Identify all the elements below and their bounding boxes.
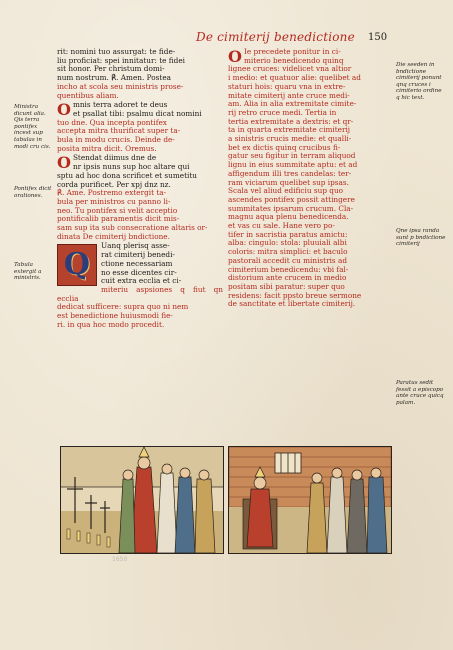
rubric-line: dinata De cimiterij bndictione. [57,231,170,241]
rubric-line: tifer in sacristia paratus amictu: [228,229,348,239]
rubric-line: quentibus aliam. [57,90,119,100]
woodcut-illustration-1 [60,446,224,554]
rubric-line: am. Alia in alia extremitate cimite- [228,99,357,109]
rubric-line: lignu in eius summitate aptu: et ad [228,160,358,170]
margin-note-right-1: Die seeden in bndictione cimiterij ponunt qnq cruces i cimiterio ordine q hic text. [396,62,442,101]
rubric-line: bula in modu crucis. Deinde de- [57,135,175,145]
text-line: Stendat diimus dne de [72,153,157,163]
rubric-line: Ie precedete ponitur in ci- [243,47,341,56]
rubric-line: bet ex dictis quinq crucibus fi- [228,142,341,152]
rubric-line: sam sup ita sub consecratione altaris or- [57,223,208,233]
paragraph-1 [57,48,223,100]
text-line: mnis terra adoret te deus [72,100,168,110]
left-text-column [57,48,223,331]
rubric-line: summitates ipsarum crucum. Cla- [228,203,354,213]
text-line: no esse dicentes cir- [101,267,177,277]
rubric-line: ri. in qua hoc modo procedit. [57,319,165,329]
faint-stamp: 1650 [112,556,128,563]
folio-number: 150 [368,32,388,43]
rubric-line: tertia extremitate a dextris: et qr- [228,116,354,126]
margin-note-right-3: Paratus sedit fessit a episcopo ante cruce quicq palam. [396,380,444,406]
rubric-line: magnu aqua plenu benedicenda. [228,212,349,222]
text-line: sptu ad hoc dona scrificet et sumetitu [57,170,197,180]
rubric-line: bula per ministros cu panno li- [57,196,171,206]
woodcut-blessing-scene [61,447,223,553]
rubric-line: accepta mitra thurificat super ta- [57,126,181,136]
rubric-line: incho at scola seu ministris prose- [57,81,184,91]
rubric-line: ascendes pontifex possit attingere [228,194,355,204]
paragraph-4 [57,242,223,329]
rubric-line: i medio: et quatuor alie: quelibet ad [228,73,361,83]
text-line: sit honor. Per christum domi- [57,64,165,74]
rubric-line: miteriu aspsiones q fiut qn ecclia [57,284,223,303]
rubric-line: est benedictione huiusmodi fie- [57,311,173,321]
rubric-line: lignee cruces: videlicet vna altior [228,64,352,74]
paragraph-2 [57,101,223,153]
rubric-line: posita mitra dicit. Oremus. [57,143,157,153]
text-line: rit: nomini tuo assurgat: te fide- [57,47,176,56]
woodcut-sermon-scene [229,447,391,553]
text-line: ctione necessariam [101,258,173,268]
right-text-column [228,48,394,310]
rubric-line: ta in quarta extremitate cimiterij [228,125,351,135]
rubric-line: distorium ante crucem in medio [228,273,347,283]
rubric-line: Scala vel aliud edificiu sup quo [228,186,344,196]
rubric-line: coloris: mitra simplici: et baculo [228,247,348,257]
drop-initial: O [57,100,71,120]
rubric-line: neo. Tu pontifex si velit acceptio [57,205,178,215]
page-title: De cimiterij benedictione [196,30,355,44]
text-line: nr ipsis nuns sup hoc altare qui [72,162,190,172]
paragraph-right-1 [228,48,394,309]
rubric-line: de sanctitate et libertate cimiterij. [228,299,356,309]
text-line: num nostrum. ℟. Amen. Postea [57,73,171,83]
paragraph-3 [57,154,223,241]
margin-note-left-3: Tabula extergit a ministris. [14,262,42,282]
rubric-line: gatur seu figitur in terram aliquod [228,151,356,161]
illuminated-letter: Q [63,247,91,283]
rubric-line: pastorali accedit cu ministris ad [228,255,347,265]
woodcut-illustration-2 [228,446,392,554]
text-line: liu proficiat: spei innitatur: te fidei [57,55,185,65]
text-line: et psallat tibi: psalmu dicat nomini [72,108,202,118]
rubric-line: staturi hois: quaru vna in extre- [228,81,346,91]
rubric-line: rij retro cruce medi. Tertia in [228,107,337,117]
rubric-line: pontificalib paramentis dicit mis- [57,214,180,224]
rubric-line: miterio benedicendo quinq [243,55,344,65]
rubric-line: positam sibi paratur: super quo [228,281,345,291]
rubric-line: et vas cu sale. Hane vero po- [228,221,335,231]
rubric-line: dedicat sufficere: supra quo ni nem [57,302,189,312]
drop-initial: O [57,153,71,173]
text-line: rat cimiterij benedi- [101,250,175,260]
rubric-line: a sinistris crucis medie: et qualli- [228,134,352,144]
margin-note-right-2: Qne ipsa randa sunt p bndictione cimiterij [396,228,446,248]
rubric-line: ram viciarum quelibet sup ipsas. [228,177,349,187]
margin-note-left-2: Pontifex dicit orationes. [14,186,52,199]
rubric-line: alba: cingulo: stola: pluuiali albi [228,238,347,248]
rubric-line: affigendum illi tres candelas: ter- [228,168,352,178]
rubric-line: cimiterium benedicendu: vbi fal- [228,264,349,274]
illuminated-initial [57,244,97,286]
text-line: cuit extra ecclia et ci- [101,276,182,286]
text-line: corda purificet. Per xpj dnz nz. [57,179,171,189]
rubric-line: tuo dne. Qua incepta pontifex [57,117,167,127]
drop-initial: O [228,47,242,66]
rubric-line: ℟. Ame. Postremo extergit ta- [57,188,167,198]
rubric-line: residens: facit ppsto breue sermone [228,290,362,300]
margin-note-left-1: Ministra dicunt alia. Qis terra pontifex incest sup tabulas in modi cru cis. [14,104,51,150]
rubric-line: mitate cimiterij ante cruce medi- [228,90,350,100]
text-line: Uanq plerisq asse- [101,241,170,251]
